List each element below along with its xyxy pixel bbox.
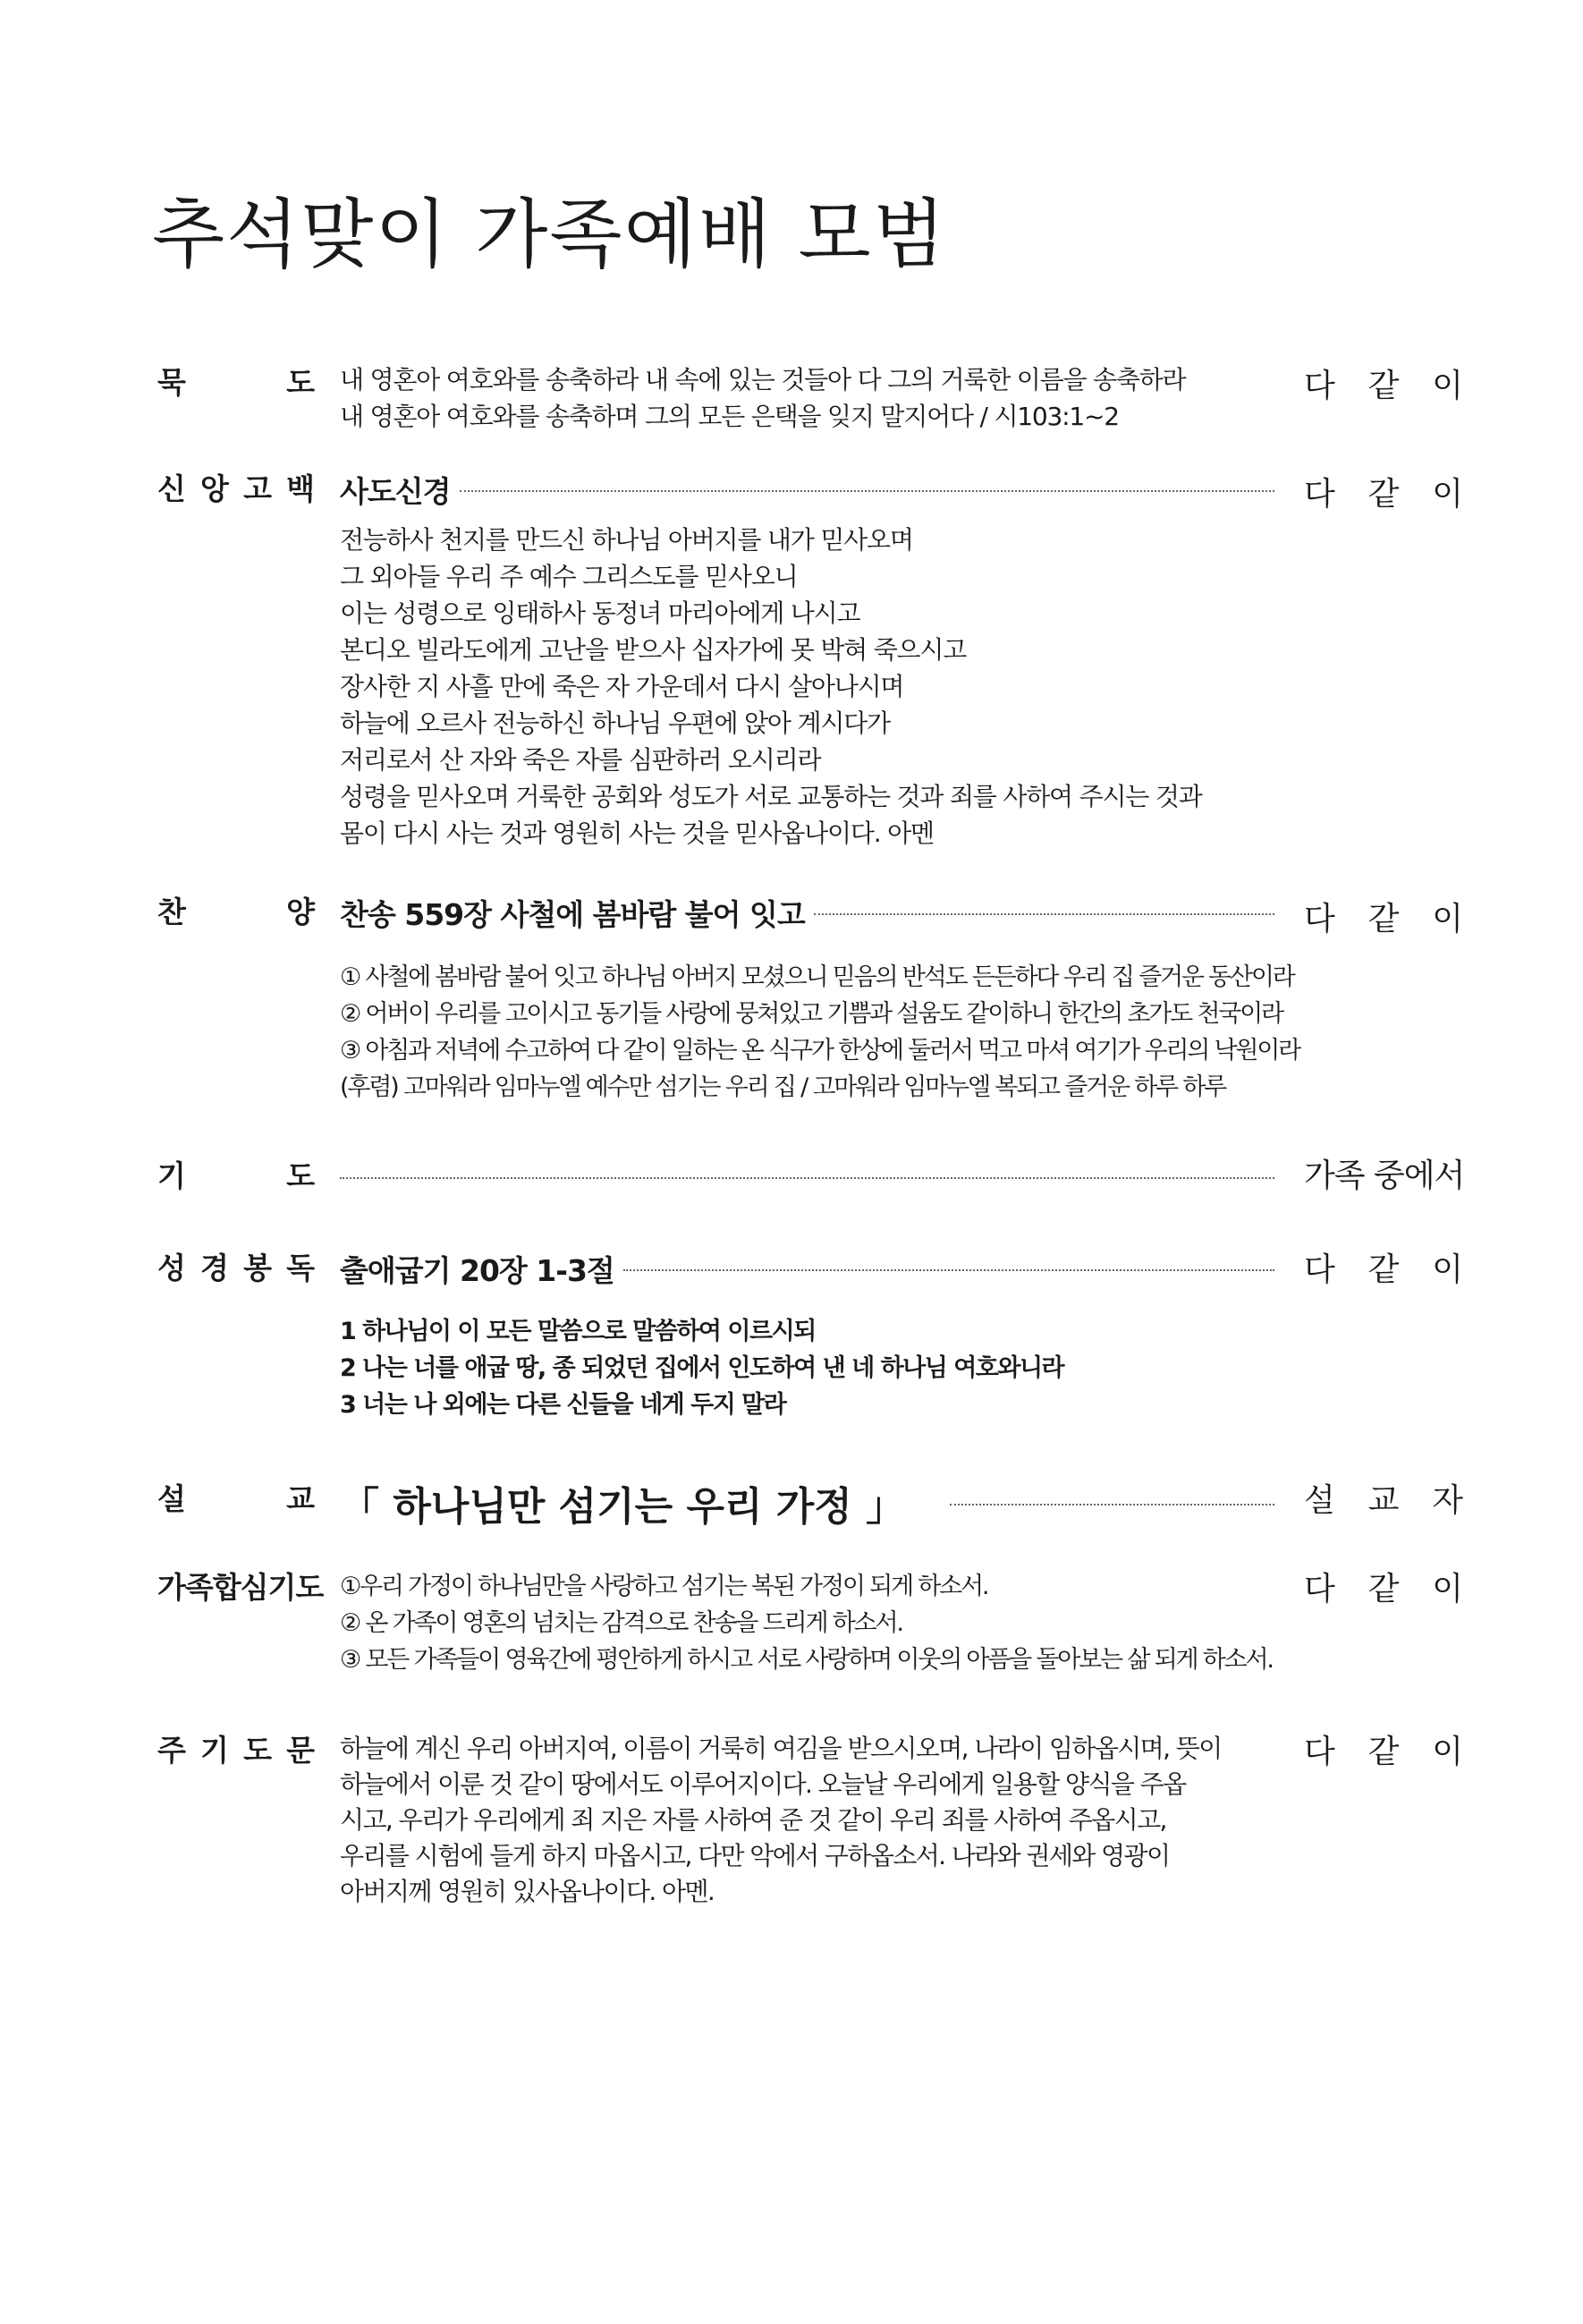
section-heading-row <box>340 471 1274 507</box>
text-line: 전능하사 천지를 만드신 하나님 아버지를 내가 믿사오며 <box>340 525 913 555</box>
text-line: 2 나는 너를 애굽 땅, 종 되었던 집에서 인도하여 낸 네 하나님 여호와니라 <box>340 1354 1064 1382</box>
participant: 가족 중에서 <box>1304 1158 1465 1194</box>
section-body <box>340 361 1288 435</box>
text-line: 하늘에 계신 우리 아버지여, 이름이 거룩히 여김을 받으시오며, 나라이 임하옵시며, 뜻이 <box>340 1734 1222 1763</box>
participant: 다 같 이 <box>1304 1734 1463 1770</box>
section-label: 주 기 도 문 <box>157 1733 315 1768</box>
section-label: 묵 도 <box>157 365 315 400</box>
text-line: 아버지께 영원히 있사옵나이다. 아멘. <box>340 1877 715 1906</box>
text-line: (후렴) 고마워라 임마누엘 예수만 섬기는 우리 집 / 고마워라 임마누엘 복되고 즐거운 하루 하루 <box>340 1073 1226 1101</box>
section-heading: 출애굽기 20장 1-3절 <box>340 1252 614 1288</box>
section-body <box>340 1313 1288 1423</box>
text-line: ③ 아침과 저녁에 수고하여 다 같이 일하는 온 식구가 한상에 둘러서 먹고 마셔 여기가 우리의 낙원이라 <box>340 1037 1300 1064</box>
page-title: 추석맞이 가족예배 모범 <box>152 191 947 278</box>
section-body <box>340 1731 1288 1910</box>
text-line: 성령을 믿사오며 거룩한 공회와 성도가 서로 교통하는 것과 죄를 사하여 주시는 것과 <box>340 782 1202 811</box>
text-line: 하늘에 오르사 전능하신 하나님 우편에 앉아 계시다가 <box>340 708 890 738</box>
section-label: 가족합심기도 <box>157 1570 324 1605</box>
text-line: 몸이 다시 사는 것과 영원히 사는 것을 믿사옵나이다. 아멘 <box>340 818 934 848</box>
dotted-leader <box>950 1504 1274 1506</box>
section-label: 찬 양 <box>157 895 315 929</box>
text-line: 3 너는 나 외에는 다른 신들을 네게 두지 말라 <box>340 1391 786 1419</box>
text-line: 장사한 지 사흘 만에 죽은 자 가운데서 다시 살아나시며 <box>340 672 904 701</box>
section-heading-row <box>340 1251 1274 1286</box>
text-line: 하늘에서 이룬 것 같이 땅에서도 이루어지이다. 오늘날 우리에게 일용할 양식을 주옵 <box>340 1769 1186 1799</box>
text-line: 본디오 빌라도에게 고난을 받으사 십자가에 못 박혀 죽으시고 <box>340 635 967 665</box>
section-body <box>340 959 1300 1106</box>
text-line: 1 하나님이 이 모든 말씀으로 말씀하여 이르시되 <box>340 1318 816 1345</box>
text-line: 내 영혼아 여호와를 송축하라 내 속에 있는 것들아 다 그의 거룩한 이름을 송축하라 <box>340 365 1186 394</box>
text-line: ① 사철에 봄바람 불어 잇고 하나님 아버지 모셨으니 믿음의 반석도 든든하다 우리 집 즐거운 동산이라 <box>340 963 1294 991</box>
dotted-leader <box>814 913 1274 915</box>
text-line: 저리로서 산 자와 죽은 자를 심판하러 오시리라 <box>340 745 821 775</box>
dotted-leader <box>460 490 1274 492</box>
section-heading: 사도신경 <box>340 473 451 509</box>
text-line: 이는 성령으로 잉태하사 동정녀 마리아에게 나시고 <box>340 598 860 628</box>
dotted-leader <box>623 1269 1274 1271</box>
section-body <box>340 1568 1288 1678</box>
section-heading-row <box>340 1158 1274 1194</box>
text-line: ①우리 가정이 하나님만을 사랑하고 섬기는 복된 가정이 되게 하소서. <box>340 1573 988 1600</box>
participant: 다 같 이 <box>1304 476 1463 513</box>
section-heading-row <box>340 1483 1274 1530</box>
section-heading: 찬송 559장 사철에 봄바람 불어 잇고 <box>340 896 805 932</box>
text-line: ② 어버이 우리를 고이시고 동기들 사랑에 뭉쳐있고 기쁨과 설움도 같이하니 한간의 초가도 천국이라 <box>340 1000 1282 1028</box>
participant: 다 같 이 <box>1304 1251 1463 1288</box>
text-line: ② 온 가족이 영혼의 넘치는 감격으로 찬송을 드리게 하소서. <box>340 1609 902 1637</box>
sermon-title: 「 하나님만 섬기는 우리 가정 」 <box>340 1484 906 1530</box>
dotted-leader <box>340 1177 1274 1179</box>
section-label: 신 앙 고 백 <box>157 471 315 506</box>
section-label: 기 도 <box>157 1158 315 1193</box>
text-line: ③ 모든 가족들이 영육간에 평안하게 하시고 서로 사랑하며 이웃의 아픔을 돌아보는 삶 되게 하소서. <box>340 1646 1273 1674</box>
section-label: 성 경 봉 독 <box>157 1251 315 1285</box>
section-heading-row <box>340 895 1274 930</box>
participant: 설 교 자 <box>1304 1482 1463 1519</box>
text-line: 우리를 시험에 들게 하지 마옵시고, 다만 악에서 구하옵소서. 나라와 권세와 영광이 <box>340 1841 1170 1870</box>
text-line: 그 외아들 우리 주 예수 그리스도를 믿사오니 <box>340 562 798 591</box>
text-line: 내 영혼아 여호와를 송축하며 그의 모든 은택을 잊지 말지어다 / 시103:1~2 <box>340 402 1119 431</box>
section-label: 설 교 <box>157 1481 315 1516</box>
text-line: 시고, 우리가 우리에게 죄 지은 자를 사하여 준 것 같이 우리 죄를 사하여 주옵시고, <box>340 1805 1166 1835</box>
section-body <box>340 522 1288 852</box>
participant: 다 같 이 <box>1304 901 1463 937</box>
participant: 다 같 이 <box>1304 368 1463 404</box>
participant: 다 같 이 <box>1304 1571 1463 1607</box>
